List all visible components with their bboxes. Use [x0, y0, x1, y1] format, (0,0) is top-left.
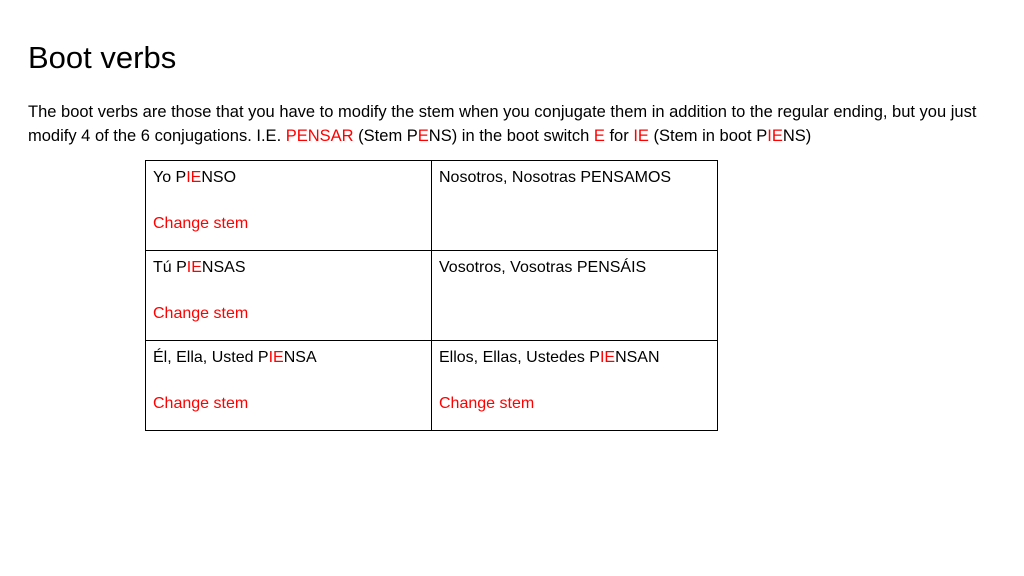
conjugation-text: NSA	[283, 349, 317, 366]
conjugation-text: Tú P	[153, 259, 187, 276]
highlight-pensar: PENSAR	[285, 127, 354, 145]
conjugation-nosotros: Nosotros, Nosotras PENSAMOS	[439, 169, 672, 186]
table-cell-vosotros	[432, 251, 718, 341]
table-cell-nosotros	[432, 161, 718, 251]
table-row	[146, 161, 718, 251]
highlight-e: E	[417, 127, 429, 145]
conjugation-el	[153, 347, 424, 369]
conjugation-text: NSAN	[615, 349, 660, 366]
change-stem-note: Change stem	[439, 395, 535, 412]
highlight-ie: IE	[767, 127, 783, 145]
conjugation-text: NSO	[201, 169, 237, 186]
paragraph-text: NS)	[782, 127, 812, 145]
conjugation-vosotros: Vosotros, Vosotras PENSÁIS	[439, 259, 647, 276]
paragraph-text: for	[604, 127, 634, 145]
conjugation-yo	[153, 167, 424, 189]
conjugation-text: Él, Ella, Usted P	[153, 349, 269, 366]
conjugation-text: Ellos, Ellas, Ustedes P	[439, 349, 600, 366]
highlight-ie: IE	[186, 259, 202, 276]
slide-title: Boot verbs	[28, 40, 177, 75]
highlight-ie: IE	[599, 349, 616, 366]
conjugation-table	[145, 160, 718, 431]
conjugation-text: NSAS	[201, 259, 246, 276]
highlight-ie: IE	[186, 169, 202, 186]
highlight-ie: IE	[633, 127, 649, 145]
conjugation-text: Yo P	[153, 169, 187, 186]
table-row	[146, 341, 718, 431]
paragraph-text: (Stem in boot P	[648, 127, 768, 145]
highlight-ie: IE	[268, 349, 284, 366]
paragraph-text: (Stem P	[353, 127, 418, 145]
table-cell-ellos	[432, 341, 718, 431]
change-stem-note: Change stem	[153, 395, 249, 412]
table-cell-el	[146, 341, 432, 431]
conjugation-tu	[153, 257, 424, 279]
paragraph-text: The boot verbs are those that you have to modify the stem when you conjugate them in addition to the regular ending, but you just modify 4 of the 6 conjugations. I.E.	[28, 103, 977, 145]
intro-paragraph	[28, 100, 1003, 148]
change-stem-note: Change stem	[153, 305, 249, 322]
table-cell-tu	[146, 251, 432, 341]
highlight-e: E	[593, 127, 605, 145]
table-cell-yo	[146, 161, 432, 251]
conjugation-ellos	[439, 347, 710, 369]
change-stem-note: Change stem	[153, 215, 249, 232]
table-row	[146, 251, 718, 341]
paragraph-text: NS) in the boot switch	[428, 127, 594, 145]
